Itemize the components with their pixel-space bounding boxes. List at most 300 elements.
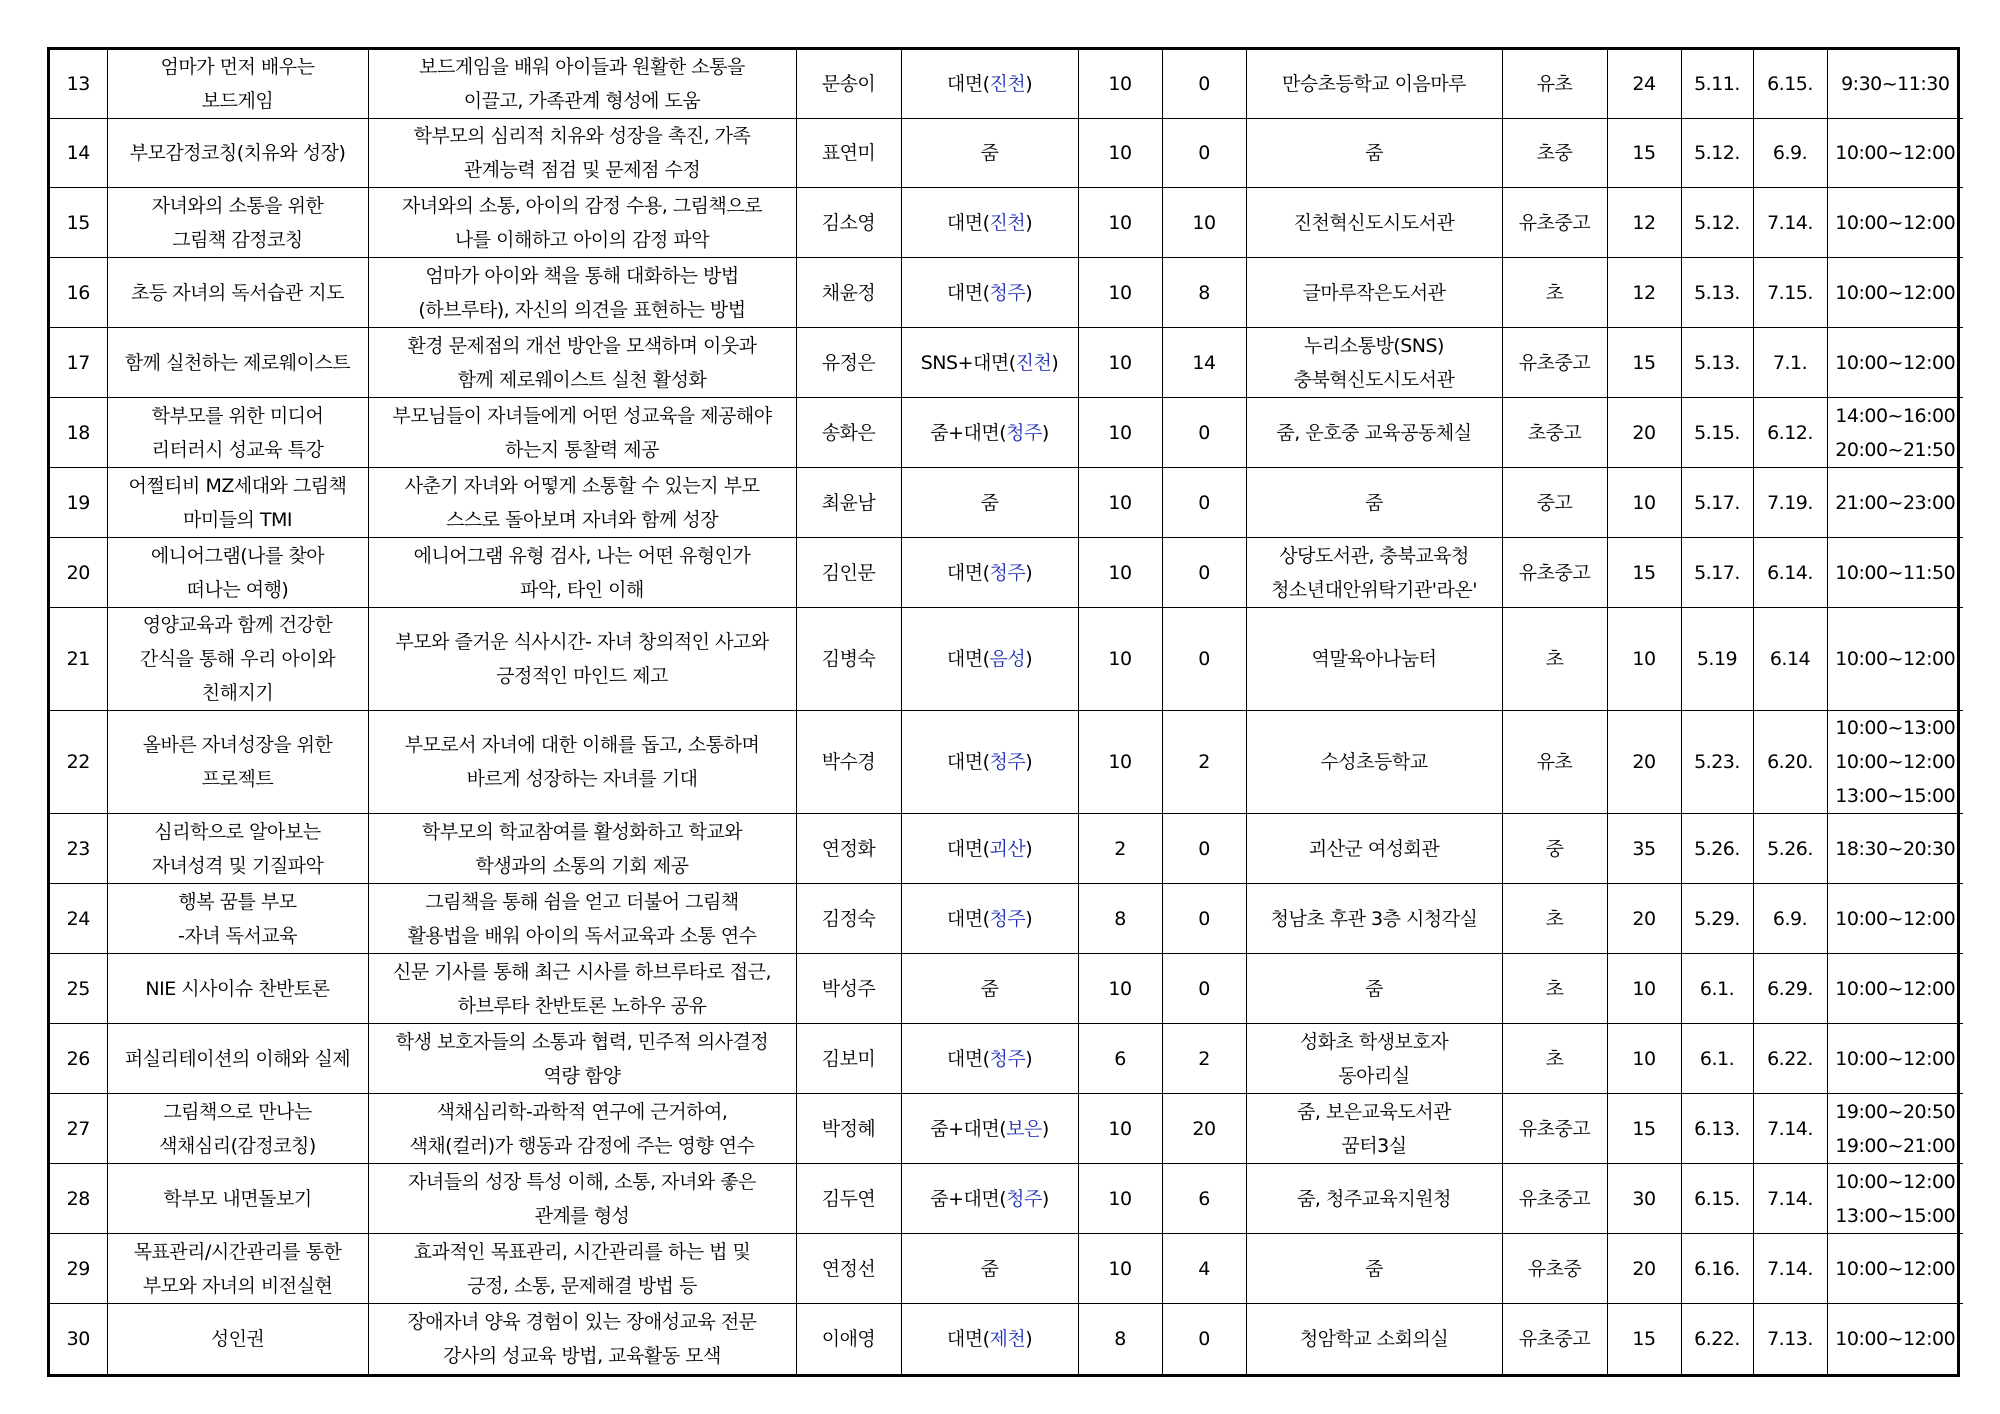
start-date: 6.16.: [1681, 1234, 1753, 1304]
venue-line: 줌, 운호중 교육공동체실: [1276, 421, 1472, 444]
program-title-line: 부모와 자녀의 비전실현: [142, 1274, 333, 1297]
row-number: 22: [50, 711, 107, 814]
row-number: 18: [50, 398, 107, 468]
session-time: [1827, 1094, 1963, 1164]
venue-line: 만승초등학교 이음마루: [1281, 73, 1467, 95]
session-time-line: 19:00~20:50: [1835, 1100, 1956, 1123]
venue: [1246, 954, 1502, 1024]
instructor-name: 유정은: [796, 328, 901, 398]
start-date: 6.1.: [1681, 1024, 1753, 1094]
instructor-name: 연정선: [796, 1234, 901, 1304]
row-number: 20: [50, 538, 107, 608]
program-title: [107, 188, 368, 258]
method-close: ): [1041, 1187, 1049, 1210]
session-time: [1827, 50, 1963, 119]
instructor-name: 김소영: [796, 188, 901, 258]
total-hours: 10: [1078, 1164, 1162, 1234]
table-row: [50, 711, 1963, 814]
capacity: 10: [1607, 608, 1681, 711]
table-row: [50, 1164, 1963, 1234]
venue: [1246, 538, 1502, 608]
venue: [1246, 258, 1502, 328]
program-title-line: 성인권: [210, 1327, 265, 1350]
table-row: [50, 50, 1963, 119]
venue: [1246, 1304, 1502, 1374]
program-title-line: 올바른 자녀성장을 위한: [142, 734, 333, 756]
session-time-line: 9:30~11:30: [1841, 73, 1950, 95]
method-text: SNS+대면(: [920, 351, 1016, 374]
venue-line: 진천혁신도시도서관: [1293, 211, 1455, 234]
row-number: 23: [50, 814, 107, 884]
end-date: 7.14.: [1753, 1234, 1827, 1304]
session-time: [1827, 1024, 1963, 1094]
program-title-line: 함께 실천하는 제로웨이스트: [124, 351, 351, 374]
program-title: [107, 711, 368, 814]
capacity: 15: [1607, 328, 1681, 398]
target-grades: 유초중고: [1502, 1094, 1607, 1164]
session-time-line: 13:00~15:00: [1835, 785, 1956, 807]
second-count: 14: [1162, 328, 1246, 398]
table-row: [50, 608, 1963, 711]
total-hours: 6: [1078, 1024, 1162, 1094]
target-grades: 초중: [1502, 119, 1607, 188]
venue-line: 상당도서관, 충북교육청: [1279, 544, 1469, 567]
program-description-line: 색채(컬러)가 행동과 감정에 주는 영향 연수: [409, 1134, 755, 1157]
total-hours: 10: [1078, 188, 1162, 258]
region-text: 청주: [989, 751, 1026, 773]
capacity: 15: [1607, 1094, 1681, 1164]
end-date: 6.12.: [1753, 398, 1827, 468]
program-description-line: 자녀와의 소통, 아이의 감정 수용, 그림책으로: [401, 194, 763, 217]
venue-line: 줌, 보은교육도서관: [1297, 1100, 1451, 1123]
instructor-name: 박성주: [796, 954, 901, 1024]
method-text: 줌+대면(: [930, 1187, 1007, 1210]
delivery-method: [901, 468, 1078, 538]
program-title-line: 프로젝트: [201, 768, 274, 790]
method-text: 대면(: [946, 1327, 990, 1350]
venue-line: 괴산군 여성회관: [1308, 837, 1440, 860]
venue-line: 줌: [1365, 491, 1383, 514]
program-title-line: 학부모 내면돌보기: [163, 1187, 312, 1210]
start-date: 5.19: [1681, 608, 1753, 711]
method-close: ): [1041, 1117, 1049, 1140]
method-text: 대면(: [946, 751, 990, 773]
program-description-line: 강사의 성교육 방법, 교육활동 모색: [443, 1344, 721, 1367]
delivery-method: [901, 50, 1078, 119]
method-text: 대면(: [946, 837, 990, 860]
venue: [1246, 328, 1502, 398]
program-title: [107, 1094, 368, 1164]
second-count: 0: [1162, 1304, 1246, 1374]
program-description-line: 긍정, 소통, 문제해결 방법 등: [467, 1274, 697, 1297]
second-count: 4: [1162, 1234, 1246, 1304]
venue-line: 줌: [1365, 977, 1383, 1000]
program-title-line: 친해지기: [201, 682, 274, 704]
program-title-line: 마미들의 TMI: [182, 508, 293, 531]
venue: [1246, 1094, 1502, 1164]
session-time: [1827, 258, 1963, 328]
instructor-name: 표연미: [796, 119, 901, 188]
target-grades: 초: [1502, 954, 1607, 1024]
start-date: 5.13.: [1681, 258, 1753, 328]
venue: [1246, 884, 1502, 954]
session-time: [1827, 538, 1963, 608]
capacity: 12: [1607, 258, 1681, 328]
start-date: 5.13.: [1681, 328, 1753, 398]
venue: [1246, 814, 1502, 884]
venue-line: 글마루작은도서관: [1302, 281, 1446, 304]
session-time-line: 13:00~15:00: [1835, 1204, 1956, 1227]
program-description-line: 역량 함양: [543, 1064, 621, 1087]
venue-line: 청남초 후관 3층 시청각실: [1270, 907, 1478, 930]
capacity: 10: [1607, 468, 1681, 538]
target-grades: 유초중고: [1502, 1164, 1607, 1234]
program-title-line: 초등 자녀의 독서습관 지도: [130, 281, 344, 304]
capacity: 10: [1607, 1024, 1681, 1094]
table-row: [50, 814, 1963, 884]
delivery-method: [901, 814, 1078, 884]
session-time: [1827, 188, 1963, 258]
session-time-line: 10:00~12:00: [1835, 1170, 1956, 1193]
second-count: 0: [1162, 814, 1246, 884]
delivery-method: [901, 884, 1078, 954]
method-close: ): [1025, 561, 1033, 584]
end-date: 6.9.: [1753, 884, 1827, 954]
second-count: 0: [1162, 538, 1246, 608]
target-grades: 초: [1502, 884, 1607, 954]
venue-line: 누리소통방(SNS): [1304, 334, 1444, 357]
row-number: 16: [50, 258, 107, 328]
start-date: 5.17.: [1681, 538, 1753, 608]
program-title-line: 자녀성격 및 기질파악: [151, 854, 324, 877]
table-row: [50, 1024, 1963, 1094]
region-text: 진천: [989, 211, 1026, 234]
method-text: 줌: [980, 142, 999, 164]
venue-line: 동아리실: [1338, 1064, 1410, 1087]
start-date: 5.23.: [1681, 711, 1753, 814]
instructor-name: 김병숙: [796, 608, 901, 711]
venue-line: 성화초 학생보호자: [1299, 1030, 1449, 1053]
table-row: [50, 954, 1963, 1024]
end-date: 7.14.: [1753, 1164, 1827, 1234]
capacity: 20: [1607, 1234, 1681, 1304]
total-hours: 10: [1078, 954, 1162, 1024]
total-hours: 10: [1078, 538, 1162, 608]
target-grades: 유초중고: [1502, 1304, 1607, 1374]
session-time: [1827, 398, 1963, 468]
end-date: 7.15.: [1753, 258, 1827, 328]
start-date: 5.26.: [1681, 814, 1753, 884]
instructor-name: 김두연: [796, 1164, 901, 1234]
program-title-line: 떠나는 여행): [186, 578, 289, 601]
program-description: [368, 1024, 796, 1094]
program-description-line: 학부모의 심리적 치유와 성장을 촉진, 가족: [413, 125, 751, 147]
program-title-line: 영양교육과 함께 건강한: [142, 614, 333, 636]
instructor-name: 김보미: [796, 1024, 901, 1094]
method-close: ): [1051, 351, 1059, 374]
method-close: ): [1025, 73, 1033, 95]
program-title-line: 부모감정코칭(치유와 성장): [129, 142, 346, 164]
second-count: 0: [1162, 884, 1246, 954]
table-row: [50, 1234, 1963, 1304]
program-description: [368, 1234, 796, 1304]
program-title-line: 퍼실리테이션의 이해와 실제: [124, 1047, 351, 1070]
program-description-line: 색채심리학-과학적 연구에 근거하여,: [436, 1100, 728, 1123]
instructor-name: 김정숙: [796, 884, 901, 954]
venue: [1246, 468, 1502, 538]
session-time-line: 18:30~20:30: [1835, 837, 1956, 860]
program-title: [107, 50, 368, 119]
program-description-line: 부모님들이 자녀들에게 어떤 성교육을 제공해야: [392, 404, 772, 427]
program-description-line: (하브루타), 자신의 의견을 표현하는 방법: [418, 298, 746, 321]
target-grades: 유초: [1502, 50, 1607, 119]
venue-line: 청소년대안위탁기관'라온': [1271, 578, 1477, 601]
end-date: 7.14.: [1753, 1094, 1827, 1164]
end-date: 7.19.: [1753, 468, 1827, 538]
delivery-method: [901, 188, 1078, 258]
session-time-line: 10:00~12:00: [1835, 1047, 1956, 1070]
instructor-name: 박수경: [796, 711, 901, 814]
method-close: ): [1025, 837, 1033, 860]
program-description: [368, 1164, 796, 1234]
program-description: [368, 954, 796, 1024]
target-grades: 초: [1502, 608, 1607, 711]
program-description-line: 관계를 형성: [534, 1204, 630, 1227]
row-number: 29: [50, 1234, 107, 1304]
second-count: 6: [1162, 1164, 1246, 1234]
venue: [1246, 1164, 1502, 1234]
session-time-line: 20:00~21:50: [1835, 438, 1956, 461]
second-count: 0: [1162, 398, 1246, 468]
session-time-line: 10:00~12:00: [1835, 211, 1956, 234]
total-hours: 10: [1078, 398, 1162, 468]
table-row: [50, 468, 1963, 538]
row-number: 15: [50, 188, 107, 258]
session-time-line: 10:00~12:00: [1835, 751, 1956, 773]
program-title-line: 리터러시 성교육 특강: [151, 438, 324, 461]
instructor-name: 송화은: [796, 398, 901, 468]
second-count: 10: [1162, 188, 1246, 258]
region-text: 청주: [1006, 421, 1042, 444]
end-date: 7.1.: [1753, 328, 1827, 398]
total-hours: 2: [1078, 814, 1162, 884]
target-grades: 중: [1502, 814, 1607, 884]
end-date: 6.14.: [1753, 538, 1827, 608]
table-row: [50, 884, 1963, 954]
program-description-line: 하는지 통찰력 제공: [505, 438, 659, 461]
row-number: 13: [50, 50, 107, 119]
session-time-line: 10:00~12:00: [1835, 977, 1956, 1000]
total-hours: 8: [1078, 1304, 1162, 1374]
venue-line: 줌: [1365, 142, 1383, 164]
target-grades: 중고: [1502, 468, 1607, 538]
method-close: ): [1025, 211, 1033, 234]
program-description-line: 관계능력 점검 및 문제점 수정: [463, 159, 701, 181]
second-count: 0: [1162, 954, 1246, 1024]
venue: [1246, 608, 1502, 711]
total-hours: 10: [1078, 258, 1162, 328]
capacity: 20: [1607, 711, 1681, 814]
total-hours: 10: [1078, 1094, 1162, 1164]
program-title-line: -자녀 독서교육: [177, 924, 298, 947]
delivery-method: [901, 954, 1078, 1024]
second-count: 0: [1162, 468, 1246, 538]
start-date: 5.12.: [1681, 119, 1753, 188]
row-number: 14: [50, 119, 107, 188]
program-title: [107, 814, 368, 884]
program-description-line: 긍정적인 마인드 제고: [496, 665, 668, 687]
delivery-method: [901, 711, 1078, 814]
program-description: [368, 884, 796, 954]
delivery-method: [901, 258, 1078, 328]
program-title-line: NIE 시사이슈 찬반토론: [145, 977, 330, 1000]
capacity: 20: [1607, 884, 1681, 954]
program-description-line: 이끌고, 가족관계 형성에 도움: [463, 90, 701, 112]
program-description: [368, 119, 796, 188]
program-title: [107, 1304, 368, 1374]
start-date: 6.15.: [1681, 1164, 1753, 1234]
session-time-line: 21:00~23:00: [1835, 491, 1956, 514]
method-close: ): [1025, 907, 1033, 930]
method-text: 대면(: [946, 211, 990, 234]
session-time-line: 10:00~13:00: [1835, 717, 1956, 739]
venue-line: 수성초등학교: [1320, 751, 1428, 773]
capacity: 15: [1607, 119, 1681, 188]
program-title-line: 목표관리/시간관리를 통한: [133, 1240, 342, 1263]
venue: [1246, 1024, 1502, 1094]
venue-line: 꿈터3실: [1341, 1134, 1407, 1157]
program-description: [368, 398, 796, 468]
method-close: ): [1025, 1327, 1033, 1350]
program-description-line: 부모로서 자녀에 대한 이해를 돕고, 소통하며: [404, 734, 760, 756]
method-close: ): [1025, 648, 1033, 670]
program-description: [368, 328, 796, 398]
program-title: [107, 1024, 368, 1094]
program-title: [107, 1164, 368, 1234]
delivery-method: [901, 1304, 1078, 1374]
venue-line: 역말육아나눔터: [1311, 648, 1437, 670]
start-date: 5.12.: [1681, 188, 1753, 258]
start-date: 6.22.: [1681, 1304, 1753, 1374]
capacity: 35: [1607, 814, 1681, 884]
session-time-line: 10:00~12:00: [1835, 351, 1956, 374]
program-description-line: 효과적인 목표관리, 시간관리를 하는 법 및: [413, 1240, 751, 1263]
table-row: [50, 258, 1963, 328]
instructor-name: 최윤남: [796, 468, 901, 538]
program-description-line: 바르게 성장하는 자녀를 기대: [466, 768, 698, 790]
session-time: [1827, 711, 1963, 814]
capacity: 30: [1607, 1164, 1681, 1234]
end-date: 7.13.: [1753, 1304, 1827, 1374]
session-time-line: 10:00~12:00: [1835, 142, 1956, 164]
instructor-name: 박정혜: [796, 1094, 901, 1164]
region-text: 괴산: [989, 837, 1026, 860]
program-title-line: 간식을 통해 우리 아이와: [139, 648, 336, 670]
second-count: 8: [1162, 258, 1246, 328]
session-time-line: 10:00~12:00: [1835, 648, 1956, 670]
program-title-line: 엄마가 먼저 배우는: [160, 56, 315, 78]
capacity: 10: [1607, 954, 1681, 1024]
program-title: [107, 328, 368, 398]
table-row: [50, 188, 1963, 258]
program-title-line: 어쩔티비 MZ세대와 그림책: [128, 474, 347, 497]
program-title-line: 학부모를 위한 미디어: [151, 404, 324, 427]
region-text: 진천: [989, 73, 1026, 95]
program-description-line: 파악, 타인 이해: [520, 578, 644, 601]
program-title: [107, 398, 368, 468]
target-grades: 유초: [1502, 711, 1607, 814]
capacity: 15: [1607, 1304, 1681, 1374]
end-date: 5.26.: [1753, 814, 1827, 884]
program-title: [107, 608, 368, 711]
method-text: 대면(: [946, 907, 990, 930]
start-date: 5.29.: [1681, 884, 1753, 954]
delivery-method: [901, 1024, 1078, 1094]
row-number: 17: [50, 328, 107, 398]
session-time-line: 10:00~12:00: [1835, 1327, 1956, 1350]
method-text: 대면(: [946, 1047, 990, 1070]
session-time: [1827, 328, 1963, 398]
venue: [1246, 1234, 1502, 1304]
end-date: 6.29.: [1753, 954, 1827, 1024]
program-description-line: 부모와 즐거운 식사시간- 자녀 창의적인 사고와: [395, 631, 769, 653]
venue-line: 줌, 청주교육지원청: [1297, 1187, 1451, 1210]
method-close: ): [1025, 751, 1033, 773]
region-text: 진천: [1015, 351, 1052, 374]
program-title-line: 심리학으로 알아보는: [154, 820, 321, 843]
session-time: [1827, 1234, 1963, 1304]
end-date: 6.14: [1753, 608, 1827, 711]
program-description: [368, 188, 796, 258]
program-description-line: 학생 보호자들의 소통과 협력, 민주적 의사결정: [395, 1030, 769, 1053]
target-grades: 초: [1502, 1024, 1607, 1094]
second-count: 0: [1162, 608, 1246, 711]
session-time: [1827, 884, 1963, 954]
program-title-line: 그림책으로 만나는: [163, 1100, 312, 1123]
method-text: 줌: [980, 977, 999, 1000]
delivery-method: [901, 398, 1078, 468]
instructor-name: 김인문: [796, 538, 901, 608]
program-description: [368, 1304, 796, 1374]
row-number: 24: [50, 884, 107, 954]
start-date: 6.13.: [1681, 1094, 1753, 1164]
table-row: [50, 1094, 1963, 1164]
program-description-line: 사춘기 자녀와 어떻게 소통할 수 있는지 부모: [404, 474, 760, 497]
delivery-method: [901, 608, 1078, 711]
program-description-line: 자녀들의 성장 특성 이해, 소통, 자녀와 좋은: [408, 1170, 756, 1193]
start-date: 5.15.: [1681, 398, 1753, 468]
row-number: 26: [50, 1024, 107, 1094]
capacity: 12: [1607, 188, 1681, 258]
region-text: 청주: [989, 281, 1026, 304]
delivery-method: [901, 1164, 1078, 1234]
row-number: 30: [50, 1304, 107, 1374]
start-date: 5.17.: [1681, 468, 1753, 538]
capacity: 20: [1607, 398, 1681, 468]
venue: [1246, 398, 1502, 468]
table-row: [50, 119, 1963, 188]
program-table: [50, 50, 1963, 1374]
instructor-name: 이애영: [796, 1304, 901, 1374]
method-text: 줌+대면(: [930, 421, 1007, 444]
target-grades: 유초중고: [1502, 538, 1607, 608]
program-title: [107, 954, 368, 1024]
program-description-line: 환경 문제점의 개선 방안을 모색하며 이웃과: [407, 334, 757, 357]
target-grades: 유초중고: [1502, 188, 1607, 258]
region-text: 청주: [989, 561, 1026, 584]
total-hours: 10: [1078, 608, 1162, 711]
venue: [1246, 119, 1502, 188]
